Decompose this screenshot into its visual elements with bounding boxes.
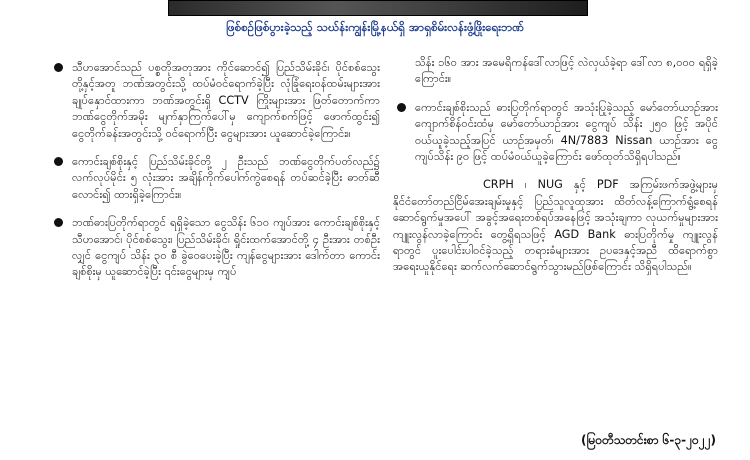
news-photo-bottom-edge [168,0,588,16]
left-column [50,60,380,293]
list-item [50,215,380,281]
bullet-icon [397,103,406,112]
bullet-text: ကောင်းချစ်စိုးသည် ဓားပြတိုက်ရာတွင် အသုံးပြုခဲ့သည့် မော်တော်ယာဉ်အား ကျောက်စိန်ဝင်းထံမှ မော်တော်ယာဉ်အား ငွေကျပ် သိန်း ၂၅၀ ဖြင့် အပိုင်ဝယ်ယူခဲ့သည့်အပြင် ယာဉ်အမှတ်၊ 4N/7883 Nissan ယာဉ်အား ငွေကျပ်သိန်း ၉၀ ဖြင့် ထပ်မံဝယ်ယူခဲ့ကြောင်း ဖော်ထုတ်သိရှိရပါသည်။ [415,100,718,164]
source-citation: (မြဝတီသတင်းစာ ၆-၃-၂၀၂၂) [580,433,716,447]
photo-caption: ဖြစ်စဉ်ဖြစ်ပွားခဲ့သည့် သဃ်န်းကျွန်းမြို့နယ်ရှိ အာရှစိမ်းလန်းဖွံ့ဖြိုးရေးဘဏ် [226,20,524,34]
body-paragraph: CRPH ၊ NUG နှင့် PDF အကြမ်းဖက်အဖွဲ့များမှ နိုင်ငံတော်တည်ငြိမ်အေးချမ်းမှုနှင့် ပြည်သူလူထုအား ထိတ်လန့်ကြောက်ရွံ့စေရန် ဆောင်ရွက်မှုအပေါ် အခွင့်အရေးတစ်ရပ်အနေဖြင့် အသုံးချကာ လုယက်မှုများအား ကျူးလွန်လာခဲ့ကြောင်း တွေ့ရှိရသဖြင့် AGD Bank ဓားပြတိုက်မှု ကျူးလွန်ရာတွင် ပူးပေါင်းပါဝင်ခဲ့သည့် တရားခံများအား ဥပဒေနှင့်အညီ ထိရောက်စွာ အရေးယူနိုင်ရေး ဆက်လက်ဆောင်ရွက်သွားမည်ဖြစ်ကြောင်း သိရှိရပါသည်။ [393,178,718,274]
bullet-text: ကောင်းချစ်စိုးနှင့် ပြည်သိမ်းခိုင်တို့ ၂ ဦးသည် ဘဏ်ငွေတိုက်ပတ်လည်၌ လက်လုပ်မိုင်း ၅ လုံးအား အချိန်ကိုက်ပေါက်ကွဲစေရန် တပ်ဆင်ခဲ့ပြီး ဓာတ်ဆီလောင်း၍ ထားရှိခဲ့ကြောင်း။ [72,155,380,201]
bullet-text: သီဟအောင်သည် ပစ္စတိုအတုအား ကိုင်ဆောင်၍ ပြည်သိမ်းခိုင်၊ ပိုင်စစ်သွေးတို့နှင့်အတူ ဘဏ်အတွင်းသို့ ထပ်မံဝင်ရောက်ခဲ့ပြီး လုံခြုံရေးဝန်ထမ်းများအား ချုပ်နှောင်ထားကာ ဘဏ်အတွင်းရှိ CCTV ကြိုးများအား ဖြတ်တောက်ကာ ဘဏ်ငွေတိုက်အမိုး မျက်နှာကြက်ပေါ်မှ ကျောက်စက်ဖြင့် ဖောက်ထွင်း၍ ငွေတိုက်ခန်းအတွင်းသို့ ဝင်ရောက်ပြီး ငွေများအား ယူဆောင်ခဲ့ကြောင်း။ [72,61,380,140]
list-item [393,100,718,166]
bullet-icon [54,157,63,166]
right-column [393,55,718,276]
bullet-icon [54,218,63,227]
bullet-continuation: သိန်း ၁၆၀ အား အမေရိကန်ဒေါ်လာဖြင့် လဲလှယ်ခဲ့ရာ ဒေါ်လာ ၈,၀၀၀ ရရှိခဲ့ကြောင်း။ [415,56,718,86]
bullet-text: ဘဏ်ဓားပြတိုက်ရာတွင် ရရှိခဲ့သော ငွေသိန်း ၆၁၀ ကျပ်အား ကောင်းချစ်စိုးနှင့် သီဟအောင်၊ ပိုင်စစ်သွေး၊ ပြည်သိမ်းခိုင်၊ ရှိုင်းထက်အောင်တို့ ၄ ဦးအား တစ်ဦးလျှင် ငွေကျပ် သိန်း ၃၀ စီ ခွဲဝေပေးခဲ့ပြီး ကျန်ငွေများအား ဒေါက်တာ ကောင်းချစ်စိုးမှ ယူဆောင်ခဲ့ပြီး ၎င်းငွေများမှ ကျပ် [72,216,380,279]
list-item [50,154,380,203]
bullet-icon [54,63,63,72]
list-item [50,60,380,142]
